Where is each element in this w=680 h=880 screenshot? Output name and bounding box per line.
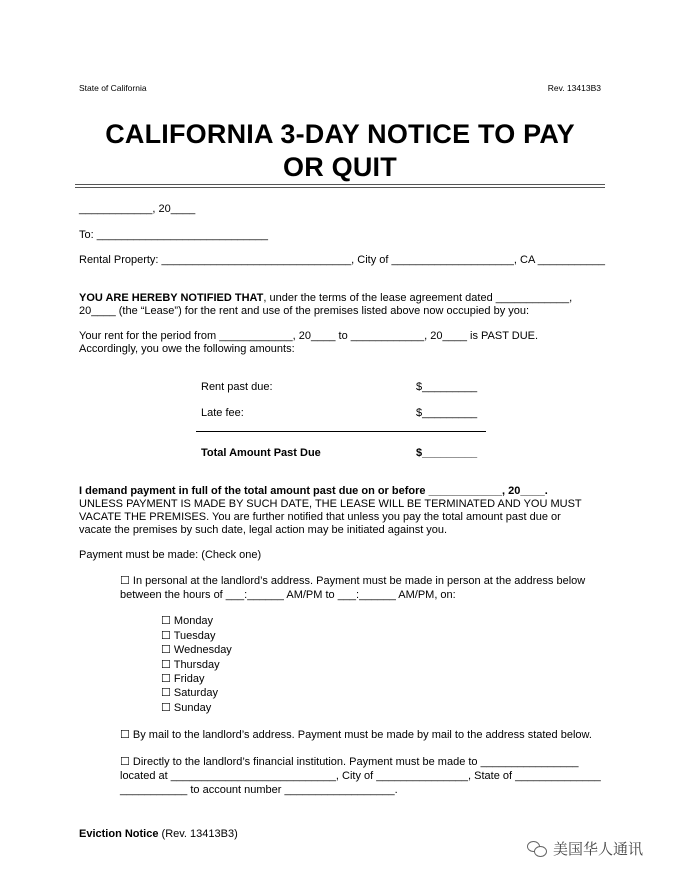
demand-line-1: I demand payment in full of the total amount past due on or before ____________, 20____. (79, 485, 548, 497)
payment-option-mail[interactable]: ☐ By mail to the landlord’s address. Payment must be made by mail to the address stated below. (120, 729, 592, 741)
to-field[interactable]: To: ____________________________ (79, 229, 269, 241)
day-checkbox-sunday[interactable]: ☐ Sunday (161, 702, 212, 714)
total-label: Total Amount Past Due (201, 447, 321, 459)
date-field[interactable]: ____________, 20____ (79, 203, 196, 215)
day-checkbox-saturday[interactable]: ☐ Saturday (161, 687, 218, 699)
payment-heading: Payment must be made: (Check one) (79, 549, 262, 561)
footer (79, 828, 238, 841)
watermark (527, 838, 643, 859)
title-rule-bottom (75, 187, 605, 188)
bank-account-line[interactable]: ___________ to account number __________________. (120, 784, 398, 796)
notice-line-1 (79, 292, 572, 305)
demand-line-4: vacate the premises by such date, legal action may be initiated against you. (79, 524, 448, 536)
day-checkbox-tuesday[interactable]: ☐ Tuesday (161, 630, 216, 642)
payment-option-in-person[interactable]: ☐ In personal at the landlord’s address. Payment must be made in person at the address below (120, 575, 586, 587)
footer-rest: (Rev. 13413B3) (158, 828, 238, 840)
title-line-2: OR QUIT (283, 152, 397, 182)
day-checkbox-thursday[interactable]: ☐ Thursday (161, 659, 220, 671)
footer-bold: Eviction Notice (79, 828, 159, 840)
bank-location-line[interactable]: located at ___________________________, City of _______________, State of ______________ (120, 770, 601, 782)
demand-line-3: VACATE THE PREMISES. You are further notified that unless you pay the total amount past due or (79, 511, 561, 523)
document-title (0, 118, 680, 184)
notice-line-1-rest: , under the terms of the lease agreement dated ____________, (263, 292, 573, 304)
watermark-text: 美国华人通讯 (553, 841, 644, 858)
header-revision: Rev. 13413B3 (547, 83, 601, 93)
title-rule-top (75, 184, 605, 185)
rent-period-line: Your rent for the period from ____________, 20____ to ____________, 20____ is PAST DUE. (79, 330, 539, 342)
title-line-1: CALIFORNIA 3-DAY NOTICE TO PAY (105, 119, 575, 149)
total-value[interactable]: $_________ (416, 447, 478, 459)
late-fee-label: Late fee: (201, 407, 244, 419)
rent-owe-line: Accordingly, you owe the following amounts: (79, 343, 295, 355)
day-checkbox-wednesday[interactable]: ☐ Wednesday (161, 644, 232, 656)
wechat-icon (527, 841, 547, 857)
payment-option-bank[interactable]: ☐ Directly to the landlord’s financial institution. Payment must be made to ________________ (120, 756, 579, 768)
rent-past-due-label: Rent past due: (201, 381, 273, 393)
notice-line-2: 20____ (the “Lease”) for the rent and use of the premises listed above now occupied by you: (79, 305, 530, 317)
rental-property-field[interactable]: Rental Property: _______________________________, City of ____________________, CA ___________ (79, 254, 606, 266)
total-separator (196, 431, 486, 432)
late-fee-value[interactable]: $_________ (416, 407, 478, 419)
header-state: State of California (79, 83, 147, 93)
payment-hours-line[interactable]: between the hours of ___:______ AM/PM to ___:______ AM/PM, on: (120, 589, 456, 601)
day-checkbox-monday[interactable]: ☐ Monday (161, 615, 214, 627)
day-checkbox-friday[interactable]: ☐ Friday (161, 673, 205, 685)
notice-bold-lead: YOU ARE HEREBY NOTIFIED THAT (79, 292, 264, 304)
demand-line-2: UNLESS PAYMENT IS MADE BY SUCH DATE, THE LEASE WILL BE TERMINATED AND YOU MUST (79, 498, 582, 510)
rent-past-due-value[interactable]: $_________ (416, 381, 478, 393)
